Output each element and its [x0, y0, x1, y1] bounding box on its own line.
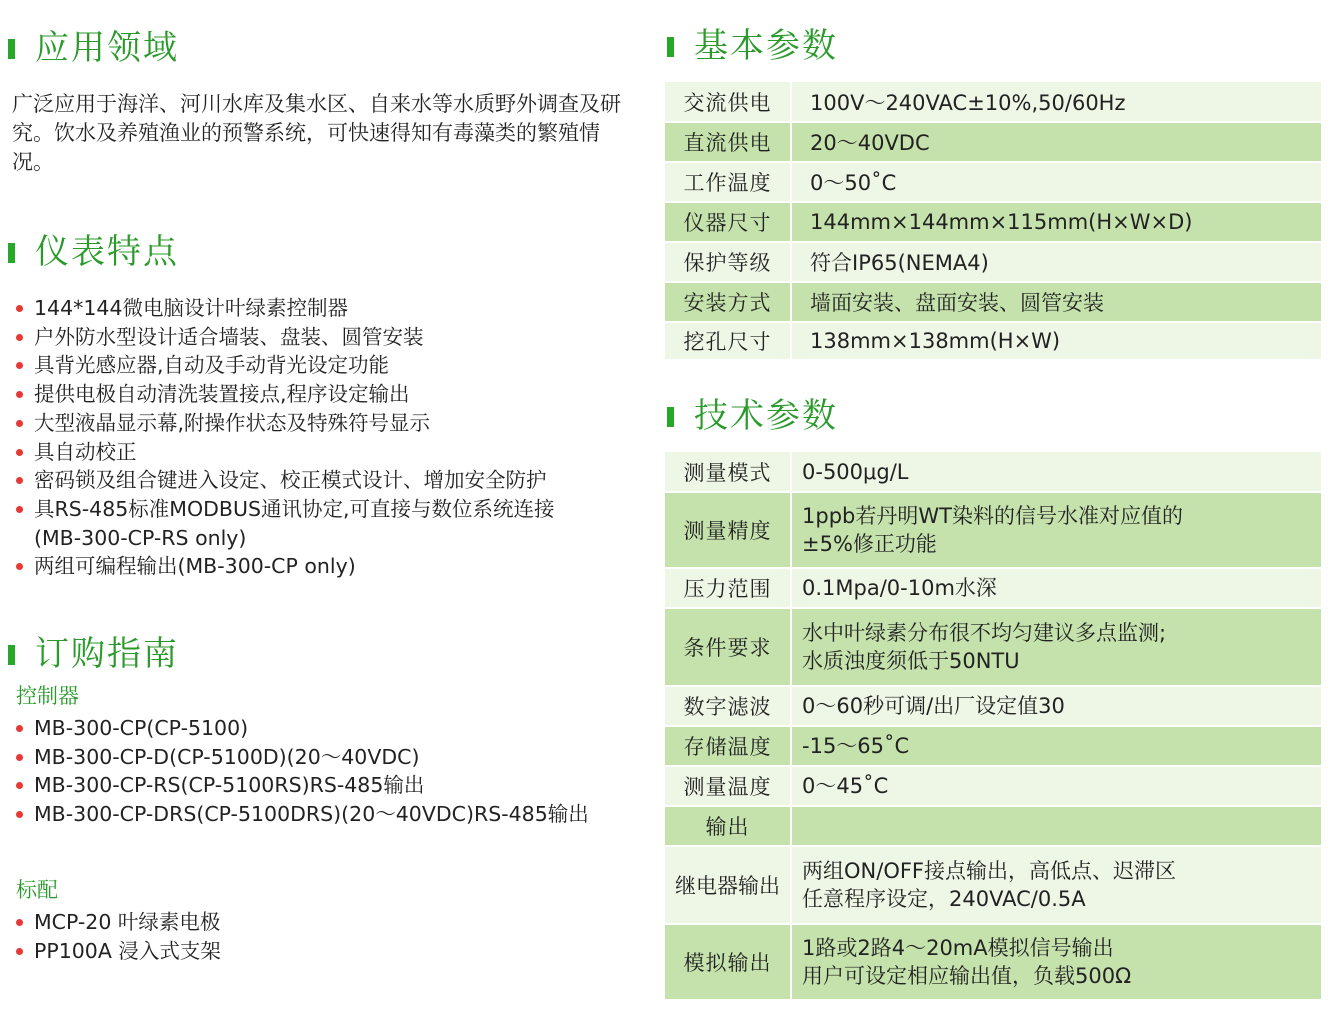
list-item — [16, 495, 555, 552]
param-value-line: 用户可设定相应输出值，负载500Ω — [802, 964, 1132, 988]
param-value — [791, 608, 1321, 686]
param-key: 交流供电 — [665, 82, 791, 122]
param-key: 数字滤波 — [665, 686, 791, 726]
heading-marker — [8, 39, 15, 59]
list-item: 提供电极自动清洗装置接点,程序设定输出 — [16, 380, 555, 409]
list-item: PP100A 浸入式支架 — [16, 937, 221, 966]
param-value-line: 1路或2路4～20mA模拟信号输出 — [802, 936, 1114, 960]
param-key: 存储温度 — [665, 726, 791, 766]
param-value: 138mm×138mm(H×W) — [791, 322, 1321, 360]
param-value — [791, 846, 1321, 924]
param-key: 测量精度 — [665, 492, 791, 568]
application-text: 广泛应用于海洋、河川水库及集水区、自来水等水质野外调查及研究。饮水及养殖渔业的预警系统，可快速得知有毒藻类的繁殖情况。 — [12, 92, 621, 174]
table-row — [665, 568, 1321, 608]
param-value — [791, 726, 1321, 766]
param-value-line: 两组ON/OFF接点输出，高低点、迟滞区 — [802, 859, 1176, 883]
list-item: MB-300-CP-DRS(CP-5100DRS)(20～40VDC)RS-485输出 — [16, 800, 589, 829]
list-item: 144*144微电脑设计叶绿素控制器 — [16, 294, 555, 323]
table-row — [665, 122, 1321, 162]
table-row — [665, 924, 1321, 1000]
param-value-line: 0.1Mpa/0-10m水深 — [802, 576, 997, 600]
param-value: 144mm×144mm×115mm(H×W×D) — [791, 202, 1321, 242]
tech-params-title: 技术参数 — [694, 395, 838, 436]
param-value-line: 水中叶绿素分布很不均匀建议多点监测; — [802, 621, 1167, 645]
list-item: 户外防水型设计适合墙装、盘装、圆管安装 — [16, 323, 555, 352]
features-title: 仪表特点 — [35, 231, 179, 272]
list-item-text: 具RS-485标准MODBUS通讯协定,可直接与数位系统连接 — [34, 496, 555, 521]
features-heading — [0, 226, 179, 270]
basic-params-table — [665, 82, 1321, 361]
param-key: 继电器输出 — [665, 846, 791, 924]
table-row — [665, 322, 1321, 360]
application-title: 应用领域 — [35, 27, 179, 68]
param-key: 输出 — [665, 806, 791, 846]
table-row — [665, 686, 1321, 726]
tech-params-heading — [665, 390, 838, 434]
table-row — [665, 452, 1321, 492]
table-row — [665, 726, 1321, 766]
table-row — [665, 766, 1321, 806]
param-key: 安装方式 — [665, 282, 791, 322]
param-value-line: 0～45˚C — [802, 774, 889, 798]
table-row — [665, 846, 1321, 924]
list-item: MB-300-CP-RS(CP-5100RS)RS-485输出 — [16, 771, 589, 800]
param-value — [791, 568, 1321, 608]
heading-marker — [667, 407, 674, 427]
application-heading — [0, 22, 179, 66]
param-value: 100V～240VAC±10%,50/60Hz — [791, 82, 1321, 122]
param-value: 0～50˚C — [791, 162, 1321, 202]
list-item: MB-300-CP-D(CP-5100D)(20～40VDC) — [16, 743, 589, 772]
list-item: 大型液晶显示幕,附操作状态及特殊符号显示 — [16, 409, 555, 438]
heading-marker — [8, 645, 15, 665]
param-key: 挖孔尺寸 — [665, 322, 791, 360]
param-key: 保护等级 — [665, 242, 791, 282]
param-value: 墙面安装、盘面安装、圆管安装 — [791, 282, 1321, 322]
tech-params-table — [665, 452, 1321, 1001]
param-value-line: -15～65˚C — [802, 734, 910, 758]
list-item: MB-300-CP(CP-5100) — [16, 714, 589, 743]
features-list — [16, 294, 555, 581]
heading-marker — [667, 37, 674, 57]
param-value — [791, 806, 1321, 846]
ordering-heading — [0, 628, 179, 672]
table-row — [665, 242, 1321, 282]
param-key: 测量温度 — [665, 766, 791, 806]
param-value — [791, 924, 1321, 1000]
param-value-line: ±5%修正功能 — [802, 532, 937, 556]
param-value-line: 1ppb若丹明WT染料的信号水准对应值的 — [802, 504, 1183, 528]
param-key: 工作温度 — [665, 162, 791, 202]
param-key: 测量模式 — [665, 452, 791, 492]
param-key: 条件要求 — [665, 608, 791, 686]
param-value — [791, 686, 1321, 726]
param-key: 直流供电 — [665, 122, 791, 162]
table-row — [665, 282, 1321, 322]
param-key: 压力范围 — [665, 568, 791, 608]
list-item: MCP-20 叶绿素电极 — [16, 908, 221, 937]
table-row — [665, 806, 1321, 846]
table-row — [665, 202, 1321, 242]
param-value — [791, 492, 1321, 568]
basic-params-title: 基本参数 — [694, 25, 838, 66]
param-value-line: 0～60秒可调/出厂设定值30 — [802, 694, 1065, 718]
controller-label: 控制器 — [16, 684, 79, 708]
list-item-continuation: (MB-300-CP-RS only) — [34, 525, 247, 550]
param-value — [791, 452, 1321, 492]
table-row — [665, 162, 1321, 202]
param-key: 仪器尺寸 — [665, 202, 791, 242]
standard-label: 标配 — [16, 878, 58, 902]
param-value-line: 水质浊度须低于50NTU — [802, 649, 1020, 673]
list-item: 密码锁及组合键进入设定、校正模式设计、增加安全防护 — [16, 466, 555, 495]
table-row — [665, 608, 1321, 686]
param-value-line: 0-500μg/L — [802, 459, 909, 484]
list-item: 具背光感应器,自动及手动背光设定功能 — [16, 351, 555, 380]
controller-list — [16, 714, 589, 829]
table-row — [665, 82, 1321, 122]
param-value: 符合IP65(NEMA4) — [791, 242, 1321, 282]
param-key: 模拟输出 — [665, 924, 791, 1000]
basic-params-heading — [665, 20, 838, 64]
standard-list — [16, 908, 221, 965]
table-row — [665, 492, 1321, 568]
param-value-line: 任意程序设定，240VAC/0.5A — [802, 887, 1086, 911]
list-item: 两组可编程输出(MB-300-CP only) — [16, 552, 555, 581]
heading-marker — [8, 243, 15, 263]
list-item: 具自动校正 — [16, 438, 555, 467]
param-value: 20～40VDC — [791, 122, 1321, 162]
param-value — [791, 766, 1321, 806]
ordering-title: 订购指南 — [35, 633, 179, 674]
